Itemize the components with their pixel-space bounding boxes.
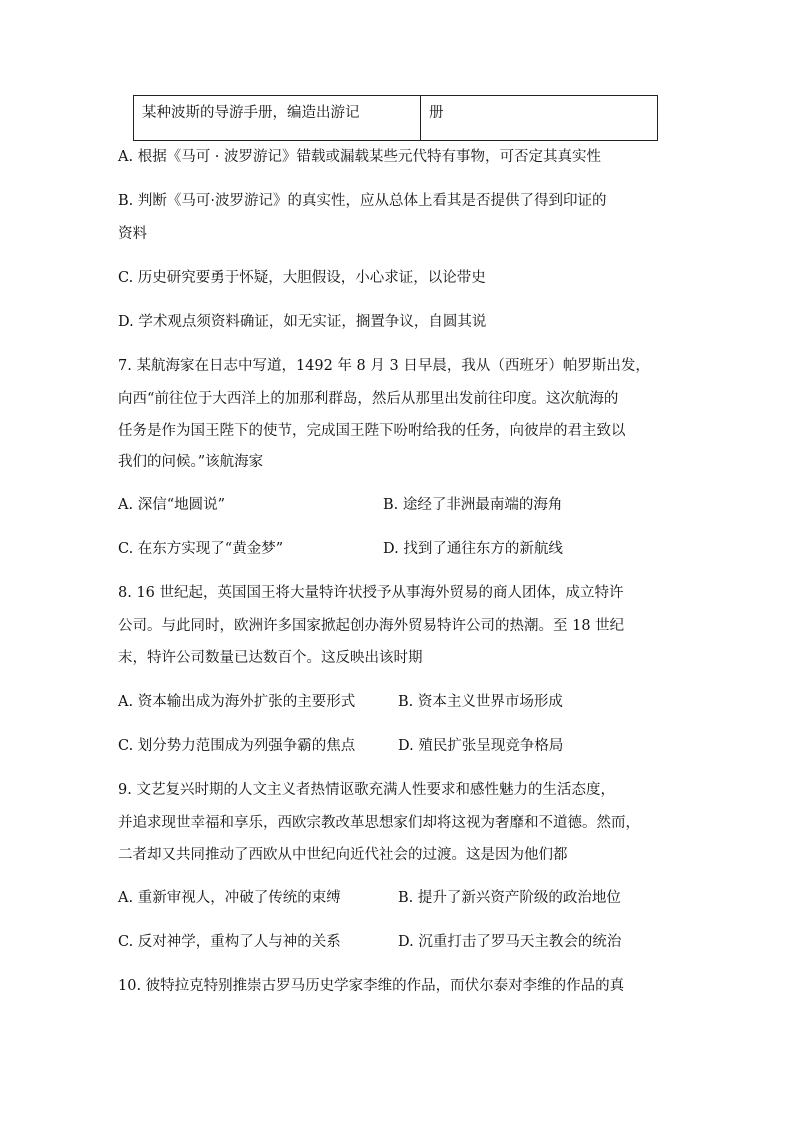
q10-stem-line1: 10. 彼特拉克特别推崇古罗马历史学家李维的作品，而伏尔泰对李维的作品的真: [118, 978, 625, 994]
q9-stem-line1: 9. 文艺复兴时期的人文主义者热情讴歌充满人性要求和感性魅力的生活态度，: [118, 782, 615, 798]
q8-option-a: A. 资本输出成为海外扩张的主要形式: [118, 694, 356, 710]
q9-stem-line2: 并追求现世幸福和享乐，西欧宗教改革思想家们却将这视为奢靡和不道德。然而，: [118, 815, 640, 831]
q7-option-a: A. 深信“地圆说”: [118, 497, 226, 513]
table-cell-source: 某种波斯的导游手册，编造出游记: [134, 96, 421, 140]
q7-stem-line4: 我们的问候。”该航海家: [118, 454, 264, 470]
q7-stem-line1: 7. 某航海家在日志中写道，1492 年 8 月 3 日早晨，我从（西班牙）帕罗斯出发，: [118, 358, 650, 374]
q7-option-d: D. 找到了通往东方的新航线: [383, 541, 563, 557]
q9-option-b: B. 提升了新兴资产阶级的政治地位: [398, 890, 621, 906]
q9-option-a: A. 重新审视人，冲破了传统的束缚: [118, 890, 341, 906]
q8-stem-line1: 8. 16 世纪起，英国国王将大量特许状授予从事海外贸易的商人团体，成立特许: [118, 585, 624, 601]
q9-stem-line3: 二者却又共同推动了西欧从中世纪向近代社会的过渡。这是因为他们都: [118, 847, 568, 863]
q7-option-c: C. 在东方实现了“黄金梦”: [118, 541, 284, 557]
q6-option-d: D. 学术观点须资料确证，如无实证，搁置争议，自圆其说: [118, 314, 487, 330]
q6-option-b-line1: B. 判断《马可·波罗游记》的真实性，应从总体上看其是否提供了得到印证的: [118, 193, 607, 209]
q6-option-c: C. 历史研究要勇于怀疑，大胆假设，小心求证，以论带史: [118, 270, 486, 286]
q8-option-b: B. 资本主义世界市场形成: [398, 694, 563, 710]
q8-stem-line3: 末，特许公司数量已达数百个。这反映出该时期: [118, 650, 423, 666]
q6-option-b-line2: 资料: [118, 226, 147, 242]
q8-option-c: C. 划分势力范围成为列强争霸的焦点: [118, 738, 356, 754]
q8-option-d: D. 殖民扩张呈现竞争格局: [398, 738, 564, 754]
q7-stem-line3: 任务是作为国王陛下的使节，完成国王陛下吩咐给我的任务，向彼岸的君主致以: [118, 423, 626, 439]
table-cell-type: 册: [429, 105, 444, 121]
q8-stem-line2: 公司。与此同时，欧洲许多国家掀起创办海外贸易特许公司的热潮。至 18 世纪: [118, 618, 625, 634]
q9-option-c: C. 反对神学，重构了人与神的关系: [118, 934, 341, 950]
q9-option-d: D. 沉重打击了罗马天主教会的统治: [398, 934, 622, 950]
q6-option-a: A. 根据《马可 · 波罗游记》错载或漏载某些元代特有事物，可否定其真实性: [118, 149, 602, 165]
q7-option-b: B. 途经了非洲最南端的海角: [383, 497, 563, 513]
source-table: [133, 95, 658, 141]
q7-stem-line2: 向西“前往位于大西洋上的加那利群岛，然后从那里出发前往印度。这次航海的: [118, 391, 619, 407]
